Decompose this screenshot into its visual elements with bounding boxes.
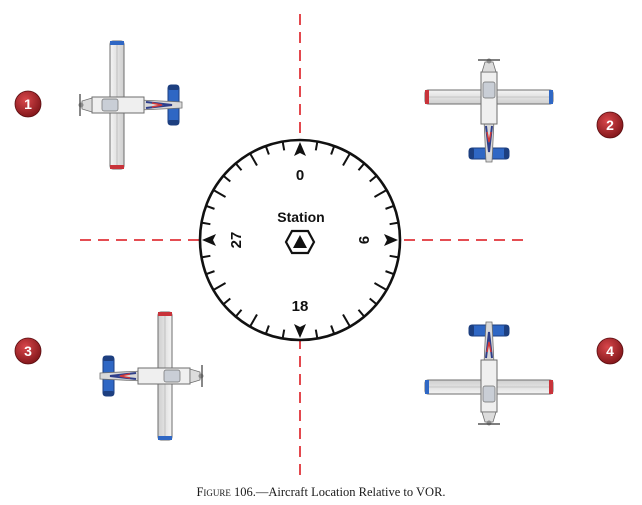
heading-west-label: 27	[228, 231, 245, 249]
aircraft-4-icon	[425, 322, 553, 426]
marker-4	[597, 338, 623, 364]
marker-3	[15, 338, 41, 364]
aircraft-3	[100, 312, 204, 440]
marker-3-label: 3	[24, 343, 32, 359]
aircraft-2	[425, 59, 553, 163]
aircraft-3-icon	[100, 312, 204, 440]
aircraft-1	[79, 41, 183, 169]
vor-station-icon	[286, 231, 314, 253]
aircraft-1-icon	[79, 41, 183, 169]
station-label: Station	[277, 209, 325, 225]
marker-1-label: 1	[24, 96, 32, 112]
marker-4-label: 4	[606, 343, 614, 359]
compass-rose	[200, 140, 400, 340]
aircraft-4	[425, 322, 553, 426]
figure-separator: —	[255, 485, 269, 499]
heading-south-label: 18	[291, 298, 309, 315]
figure-title: Aircraft Location Relative to VOR.	[268, 485, 446, 499]
figure-label: Figure 106.	[196, 485, 256, 499]
marker-2-label: 2	[606, 117, 614, 133]
heading-east-label: 9	[355, 235, 372, 245]
aircraft-2-icon	[425, 59, 553, 163]
heading-north-label: 0	[295, 167, 305, 184]
marker-2	[597, 112, 623, 138]
marker-1	[15, 91, 41, 117]
figure-caption	[0, 484, 642, 500]
